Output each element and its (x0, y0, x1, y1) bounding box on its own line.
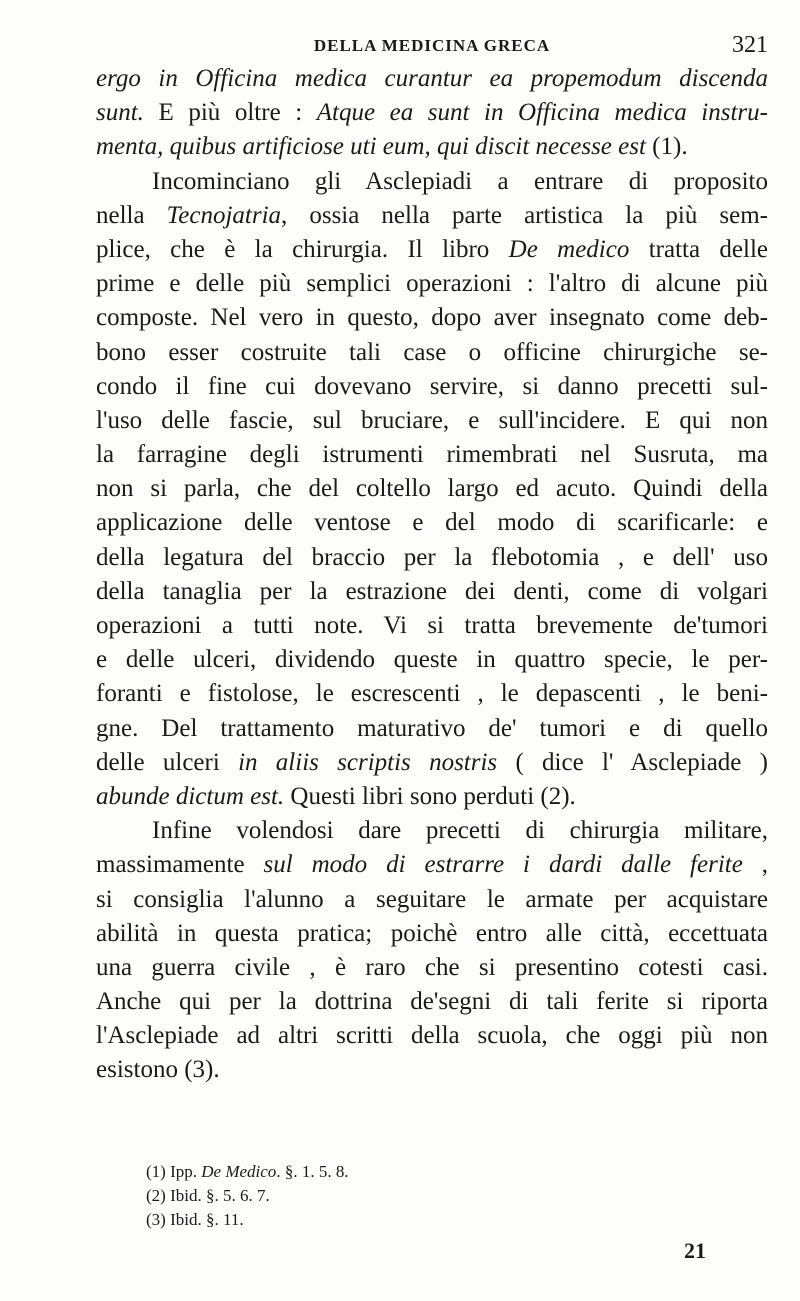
text-line: gne. Del trattamento maturativo de' tumori e di quello (96, 714, 768, 742)
text-line: condo il fine cui dovevano servire, si danno precetti sul- (96, 372, 768, 400)
footnote: (1) Ipp. De Medico. §. 1. 5. 8. (146, 1162, 349, 1181)
running-head (96, 32, 768, 62)
page-number: 321 (732, 32, 768, 58)
text-line: della legatura del braccio per la flebotomia , e dell' uso (96, 543, 768, 571)
text-line: prime e delle più semplici operazioni : l'altro di alcune più (96, 270, 768, 298)
footnotes (146, 1160, 546, 1232)
signature-mark: 21 (684, 1238, 706, 1263)
text-line: abunde dictum est. Questi libri sono perduti (2). (96, 782, 576, 810)
text-line: e delle ulceri, dividendo queste in quattro specie, le per- (96, 646, 768, 674)
text-line: composte. Nel vero in questo, dopo aver insegnato come deb- (96, 304, 768, 332)
footnote: (2) Ibid. §. 5. 6. 7. (146, 1186, 270, 1205)
text-line: una guerra civile , è raro che si presentino cotesti casi. (96, 953, 768, 981)
body-text (96, 62, 768, 1088)
text-line: operazioni a tutti note. Vi si tratta brevemente de'tumori (96, 612, 768, 639)
footnote: (3) Ibid. §. 11. (146, 1210, 244, 1229)
text-line: ergo in Officina medica curantur ea propemodum discenda (96, 65, 768, 92)
text-line: foranti e fistolose, le escrescenti , le depascenti , le beni- (96, 680, 768, 708)
text-line: applicazione delle ventose e del modo di scarificarle: e (96, 509, 768, 537)
text-line: menta, quibus artificiose uti eum, qui discit necesse est (1). (96, 133, 688, 161)
text-line: si consiglia l'alunno a seguitare le armate per acquistare (96, 885, 768, 913)
text-line: l'Asclepiade ad altri scritti della scuola, che oggi più non (96, 1022, 768, 1050)
text-line: della tanaglia per la estrazione dei denti, come di volgari (96, 577, 768, 605)
text-line: Incominciano gli Asclepiadi a entrare di proposito (152, 167, 768, 195)
text-line: bono esser costruite tali case o officine chirurgiche se- (96, 338, 768, 366)
running-title: DELLA MEDICINA GRECA (313, 36, 551, 55)
text-line: delle ulceri in aliis scriptis nostris ( dice l' Asclepiade ) (96, 748, 769, 776)
text-line: nella Tecnojatria, ossia nella parte artistica la più sem- (96, 201, 768, 229)
text-line: l'uso delle fascie, sul bruciare, e sull'incidere. E qui non (96, 406, 768, 434)
text-line: plice, che è la chirurgia. Il libro De medico tratta delle (96, 235, 769, 263)
text-line: abilità in questa pratica; poichè entro alle città, eccettuata (96, 919, 768, 947)
text-line: sunt. E più oltre : Atque ea sunt in Officina medica instru- (96, 99, 768, 127)
text-line: Infine volendosi dare precetti di chirurgia militare, (152, 817, 768, 845)
text-line: la farragine degli istrumenti rimembrati nel Susruta, ma (96, 441, 768, 469)
text-line: esistono (3). (96, 1056, 220, 1084)
text-line: massimamente sul modo di estrarre i dardi dalle ferite , (96, 851, 768, 879)
text-line: non si parla, che del coltello largo ed acuto. Quindi della (96, 475, 768, 503)
text-line: Anche qui per la dottrina de'segni di tali ferite si riporta (96, 988, 768, 1016)
